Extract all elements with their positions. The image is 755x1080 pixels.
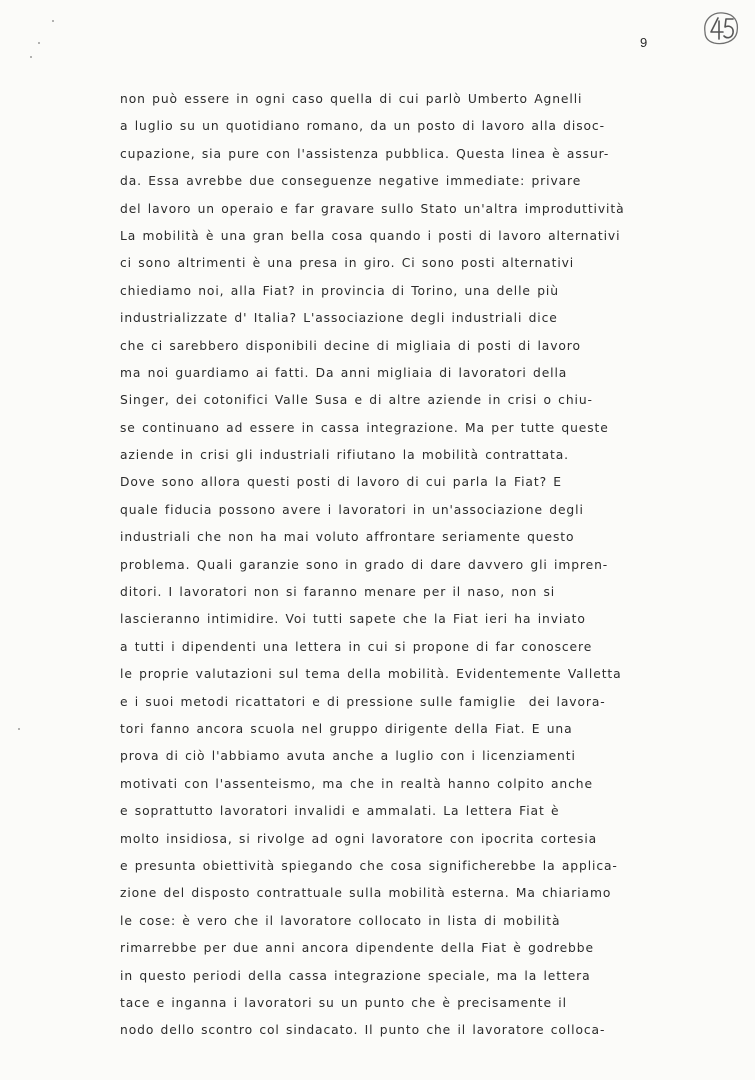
text-line: rimarrebbe per due anni ancora dipendente della Fiat è godrebbe <box>120 941 594 956</box>
text-line: ci sono altrimenti è una presa in giro. Ci sono posti alternativi <box>120 256 575 271</box>
text-line: Dove sono allora questi posti di lavoro di cui parla la Fiat? E <box>120 475 562 490</box>
text-line: se continuano ad essere in cassa integrazione. Ma per tutte queste <box>120 420 609 435</box>
text-line: cupazione, sia pure con l'assistenza pubblica. Questa linea è assur- <box>120 146 610 161</box>
text-line: le proprie valutazioni sul tema della mobilità. Evidentemente Valletta <box>120 667 622 682</box>
text-line: e presunta obiettività spiegando che cosa significherebbe la applica- <box>120 858 618 873</box>
text-line: prova di ciò l'abbiamo avuta anche a luglio con i licenziamenti <box>120 749 576 764</box>
text-line: chiediamo noi, alla Fiat? in provincia di Torino, una delle più <box>120 283 559 298</box>
text-line: che ci sarebbero disponibili decine di migliaia di posti di lavoro <box>120 338 581 353</box>
text-line: industrializzate d' Italia? L'associazione degli industriali dice <box>120 311 558 326</box>
scan-speck <box>52 20 54 22</box>
text-line: industriali che non ha mai voluto affrontare seriamente questo <box>120 530 575 545</box>
body-text <box>120 86 710 1045</box>
text-line: zione del disposto contrattuale sulla mobilità esterna. Ma chiariamo <box>120 886 612 901</box>
text-line: da. Essa avrebbe due conseguenze negative immediate: privare <box>120 174 582 189</box>
text-line: in questo periodi della cassa integrazione speciale, ma la lettera <box>120 968 591 983</box>
text-line: a tutti i dipendenti una lettera in cui si propone di far conoscere <box>120 639 593 654</box>
text-line: tori fanno ancora scuola nel gruppo dirigente della Fiat. E una <box>120 721 573 736</box>
handwritten-archive-number <box>698 8 742 48</box>
text-line: aziende in crisi gli industriali rifiutano la mobilità contrattata. <box>120 448 569 463</box>
text-line: ditori. I lavoratori non si faranno menare per il naso, non si <box>120 585 556 600</box>
text-line: problema. Quali garanzie sono in grado di dare davvero gli impren- <box>120 557 609 572</box>
text-line: a luglio su un quotidiano romano, da un posto di lavoro alla disoc- <box>120 119 605 134</box>
text-line: motivati con l'assenteismo, ma che in realtà hanno colpito anche <box>120 776 593 791</box>
text-line: non può essere in ogni caso quella di cui parlò Umberto Agnelli <box>120 92 583 106</box>
scan-speck <box>18 728 20 730</box>
scan-speck <box>38 42 40 44</box>
text-line: del lavoro un operaio e far gravare sullo Stato un'altra improduttività <box>120 201 625 216</box>
text-line: Singer, dei cotonifici Valle Susa e di altre aziende in crisi o chiu- <box>120 393 593 408</box>
text-line: quale fiducia possono avere i lavoratori in un'associazione degli <box>120 502 584 517</box>
text-line: lascieranno intimidire. Voi tutti sapete che la Fiat ieri ha inviato <box>120 612 586 627</box>
scan-speck <box>30 56 32 58</box>
text-line: molto insidiosa, si rivolge ad ogni lavoratore con ipocrita cortesia <box>120 831 598 846</box>
text-line: e soprattutto lavoratori invalidi e ammalati. La lettera Fiat è <box>120 804 560 819</box>
text-line: La mobilità è una gran bella cosa quando i posti di lavoro alternativi <box>120 228 621 243</box>
text-line: e i suoi metodi ricattatori e di pressione sulle famiglie dei lavora- <box>120 694 606 709</box>
text-line: tace e inganna i lavoratori su un punto che è precisamente il <box>120 995 567 1010</box>
text-line: ma noi guardiamo ai fatti. Da anni migliaia di lavoratori della <box>120 365 568 380</box>
page-number: 9 <box>640 35 648 50</box>
text-line: nodo dello scontro col sindacato. Il punto che il lavoratore colloca- <box>120 1023 606 1038</box>
text-line: le cose: è vero che il lavoratore collocato in lista di mobilità <box>120 913 561 928</box>
